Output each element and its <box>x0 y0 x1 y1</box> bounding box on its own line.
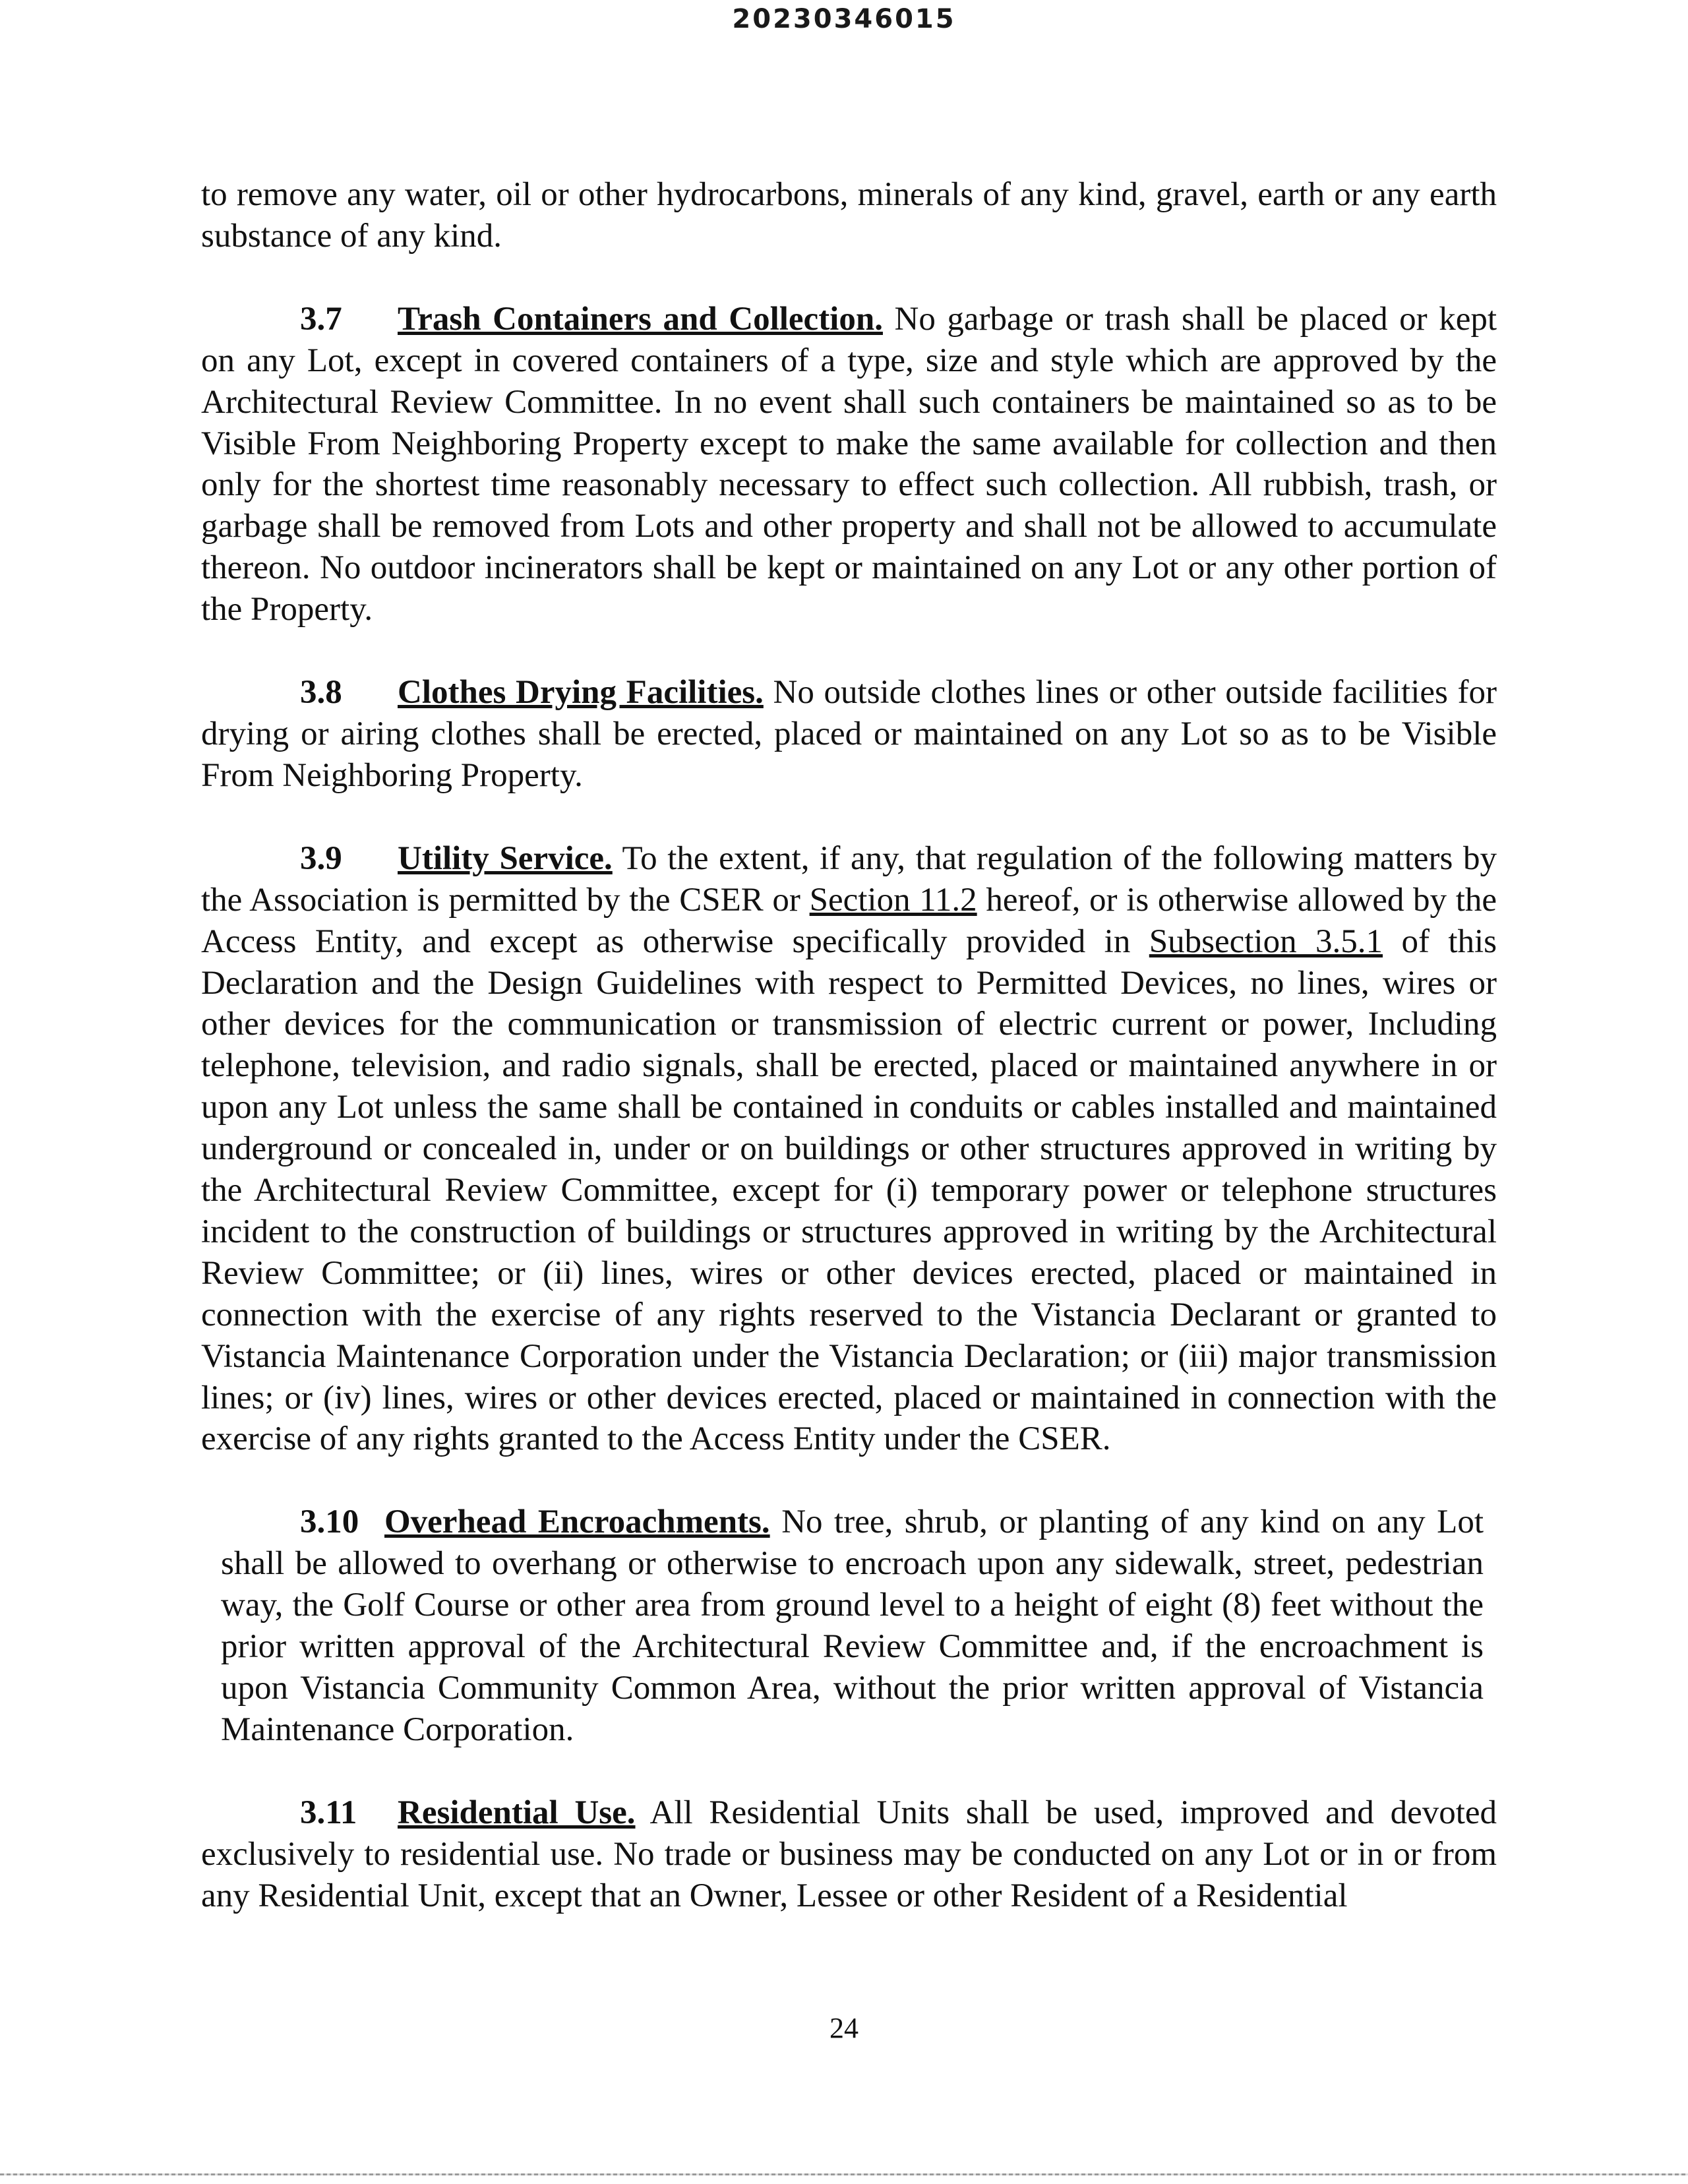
cross-reference-subsection-3-5-1: Subsection 3.5.1 <box>1149 923 1383 960</box>
section-3-8 <box>201 672 1497 797</box>
section-text: No tree, shrub, or planting of any kind on any Lot shall be allowed to overhang or otherwise to encroach upon any sidewalk, street, pedestrian way, the Golf Course or other area from ground level to a height of eight (8) feet without the prior written approval of the Architectural Review Committee and, if the encroachment is upon Vistancia Community Common Area, without the prior written approval of Vistancia Maintenance Corporation. <box>221 1503 1484 1748</box>
section-text-part-c: of this Declaration and the Design Guidelines with respect to Permitted Devices, no lines, wires or other devices for the communication or transmission of electric current or power, Including telephone, television, and radio signals, shall be erected, placed or maintained anywhere in or upon any Lot unless the same shall be contained in conduits or cables installed and maintained underground or concealed in, under or on buildings or other structures approved in writing by the Architectural Review Committee, except for (i) temporary power or telephone structures incident to the construction of buildings or structures approved in writing by the Architectural Review Committee; or (ii) lines, wires or other devices erected, placed or maintained in connection with the exercise of any rights reserved to the Vistancia Declarant or granted to Vistancia Maintenance Corporation under the Vistancia Declaration; or (iii) major transmission lines; or (iv) lines, wires or other devices erected, placed or maintained in connection with the exercise of any rights granted to the Access Entity under the CSER. <box>201 923 1497 1458</box>
section-3-9 <box>201 838 1497 1461</box>
section-text: All Residential Units shall be used, improved and devoted exclusively to residential use. No trade or business may be conducted on any Lot or in or from any Residential Unit, except that an Owner, Lessee or other Resident of a Residential <box>201 1794 1497 1914</box>
section-text: No garbage or trash shall be placed or kept on any Lot, except in covered containers of a type, size and style which are approved by the Architectural Review Committee. In no event shall such containers be maintained so as to be Visible From Neighboring Property except to make the same available for collection and then only for the shortest time reasonably necessary to effect such collection. All rubbish, trash, or garbage shall be removed from Lots and other property and shall not be allowed to accumulate thereon. No outdoor incinerators shall be kept or maintained on any Lot or any other portion of the Property. <box>201 300 1497 628</box>
cross-reference-section-11-2: Section 11.2 <box>809 881 977 919</box>
section-number: 3.9 <box>300 839 342 877</box>
section-3-10 <box>221 1502 1484 1750</box>
page-number: 24 <box>829 2012 859 2044</box>
continuation-paragraph: to remove any water, oil or other hydrocarbons, minerals of any kind, gravel, earth or any earth substance of any kind. <box>201 176 1497 255</box>
section-text-part-b: hereof, or is otherwise allowed by the Access Entity, and except as otherwise specifically provided in <box>201 881 1497 960</box>
section-number: 3.8 <box>300 674 342 712</box>
section-number: 3.10 <box>300 1503 359 1541</box>
document-number: 20230346015 <box>732 4 956 34</box>
scan-edge-line <box>0 2173 1688 2175</box>
section-title: Clothes Drying Facilities. <box>398 674 764 712</box>
section-title: Utility Service. <box>398 839 613 877</box>
section-title: Trash Containers and Collection. <box>398 300 883 338</box>
section-number: 3.7 <box>300 300 342 338</box>
section-text-part-a: To the extent, if any, that regulation of the following matters by the Association is permitted by the CSER or <box>201 839 1497 919</box>
section-number: 3.11 <box>300 1794 357 1831</box>
section-3-11 <box>201 1792 1497 1917</box>
section-title: Overhead Encroachments. <box>384 1503 770 1541</box>
section-text: No outside clothes lines or other outside facilities for drying or airing clothes shall be erected, placed or maintained on any Lot so as to be Visible From Neighboring Property. <box>201 674 1497 794</box>
document-body <box>201 174 1497 1958</box>
section-3-7 <box>201 299 1497 630</box>
section-title: Residential Use. <box>398 1794 636 1831</box>
